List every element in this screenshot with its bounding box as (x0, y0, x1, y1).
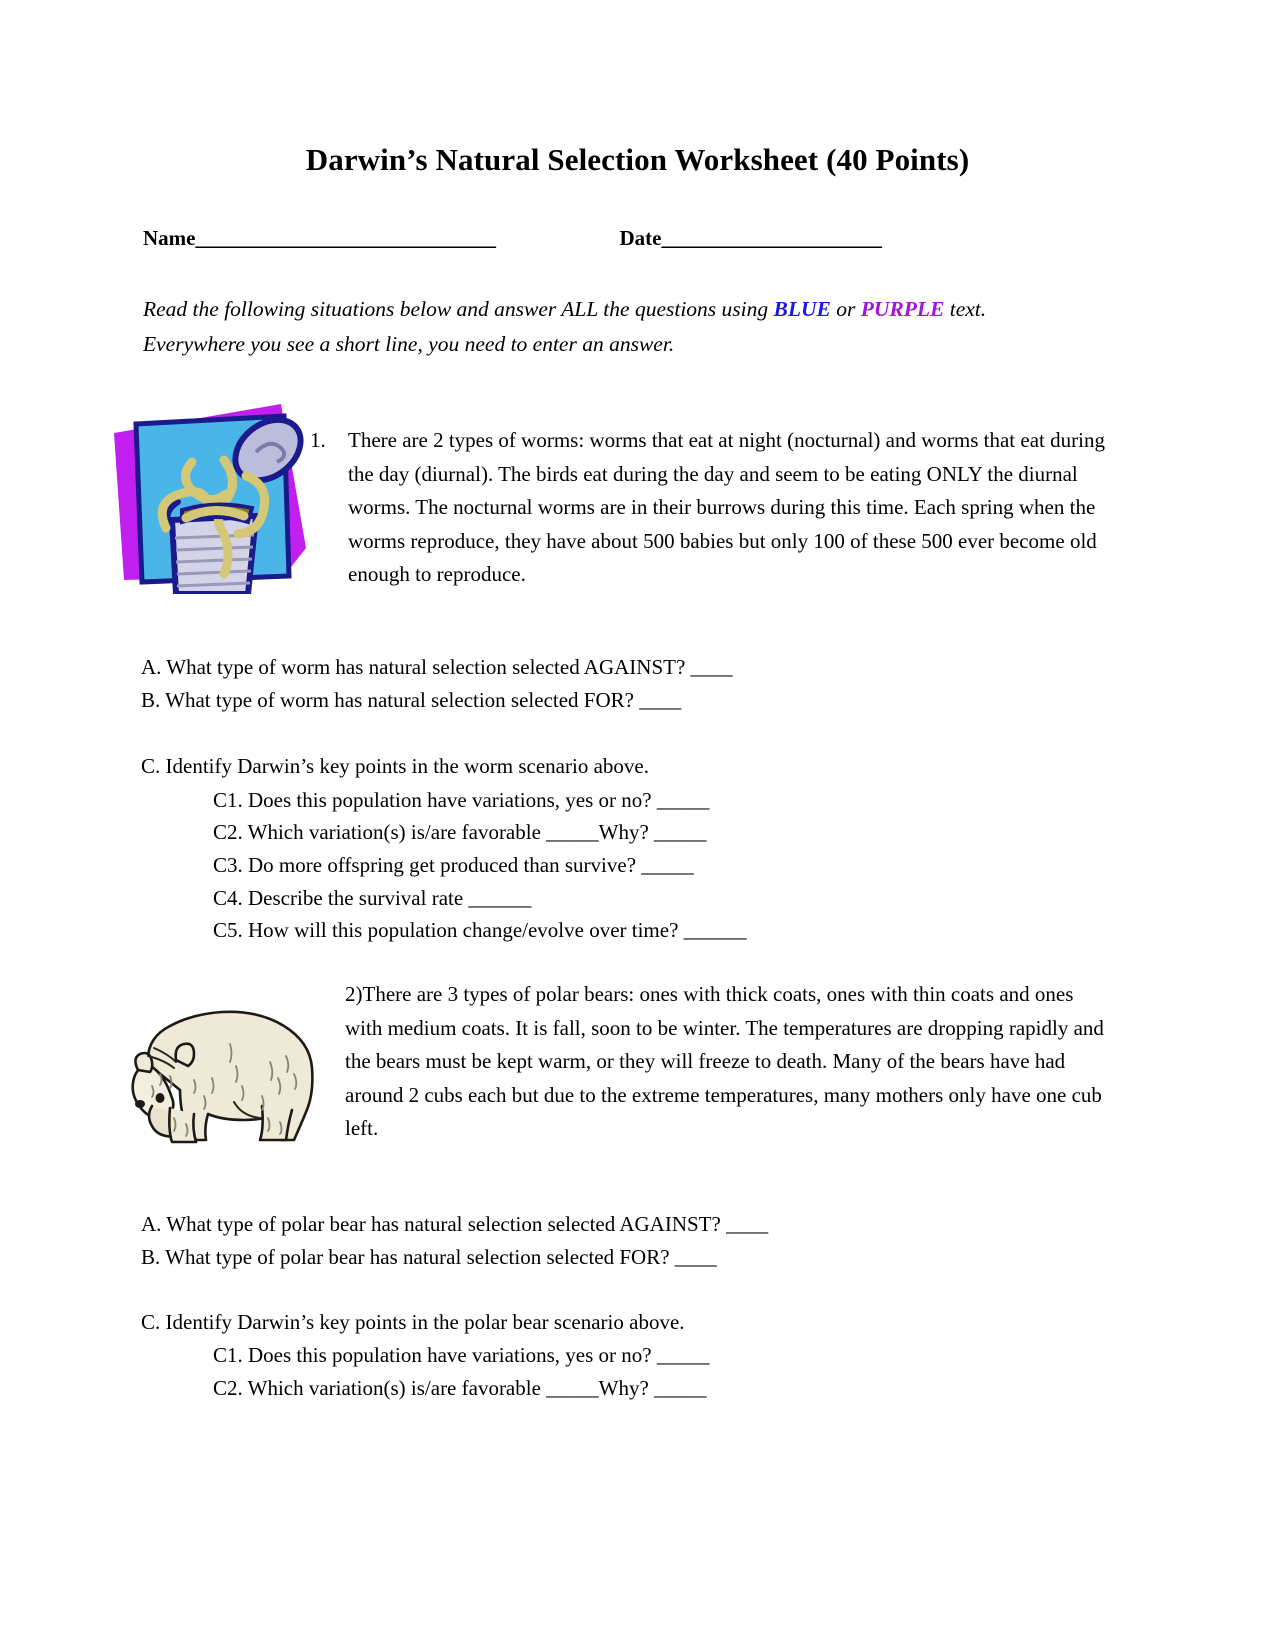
date-field-group[interactable] (619, 226, 881, 251)
question-2-part-c-heading: C. Identify Darwin’s key points in the polar bear scenario above. (141, 1310, 685, 1334)
question-1-part-c5[interactable]: C5. How will this population change/evolve over time? ______ (213, 918, 747, 942)
instructions-text-part3: text. Everywhere you see a short line, you need to enter an answer. (143, 297, 987, 356)
instructions-paragraph (143, 292, 1093, 362)
instructions-keyword-purple: PURPLE (860, 297, 945, 321)
question-1-number: 1. (310, 428, 326, 452)
question-1-part-b[interactable]: B. What type of worm has natural selection selected FOR? ____ (141, 688, 682, 712)
question-1-part-c3[interactable]: C3. Do more offspring get produced than survive? _____ (213, 853, 694, 877)
question-1-part-c1[interactable]: C1. Does this population have variations, yes or no? _____ (213, 788, 710, 812)
name-date-row (143, 226, 1123, 251)
name-field-group[interactable] (143, 226, 495, 251)
question-2-block (345, 978, 1105, 1146)
instructions-keyword-blue: BLUE (773, 297, 831, 321)
question-1-part-c4[interactable]: C4. Describe the survival rate ______ (213, 886, 532, 910)
question-2-body: There are 3 types of polar bears: ones with thick coats, ones with thin coats and ones with medium coats. It is fall, soon to be winter. The temperatures are dropping rapidly and the bears must be kept warm, or they will freeze to death. Many of the bears have had around 2 cubs each but due to the extreme temperatures, many mothers only have one cub left. (345, 982, 1104, 1140)
polar-bear-icon (112, 978, 342, 1150)
date-blank-line[interactable]: ______________________ (661, 226, 882, 250)
worms-in-a-can-icon (106, 398, 311, 594)
date-label: Date (619, 226, 662, 250)
question-2-number: 2) (345, 982, 363, 1006)
question-1-body: There are 2 types of worms: worms that eat at night (nocturnal) and worms that eat during the day (diurnal). The birds eat during the day and seem to be eating ONLY the diurnal worms. The nocturnal worms are in their burrows during this time. Each spring when the worms reproduce, they have about 500 babies but only 100 of these 500 ever become old enough to reproduce. (348, 428, 1105, 586)
name-label: Name (143, 226, 196, 250)
question-1-part-c2[interactable]: C2. Which variation(s) is/are favorable _____Why? _____ (213, 820, 707, 844)
question-2-part-a[interactable]: A. What type of polar bear has natural selection selected AGAINST? ____ (141, 1212, 769, 1236)
instructions-text-part2: or (830, 297, 861, 321)
question-2-part-c1[interactable]: C1. Does this population have variations, yes or no? _____ (213, 1343, 710, 1367)
question-2-part-b[interactable]: B. What type of polar bear has natural selection selected FOR? ____ (141, 1245, 717, 1269)
page-title: Darwin’s Natural Selection Worksheet (40 Points) (305, 142, 970, 177)
question-1-block (310, 424, 1110, 592)
question-1-part-c-heading: C. Identify Darwin’s key points in the worm scenario above. (141, 754, 649, 778)
question-1-part-a[interactable]: A. What type of worm has natural selection selected AGAINST? ____ (141, 655, 733, 679)
name-blank-line[interactable]: ______________________________ (195, 226, 496, 250)
question-2-part-c2[interactable]: C2. Which variation(s) is/are favorable _____Why? _____ (213, 1376, 707, 1400)
instructions-text-part1: Read the following situations below and answer ALL the questions using (143, 297, 774, 321)
